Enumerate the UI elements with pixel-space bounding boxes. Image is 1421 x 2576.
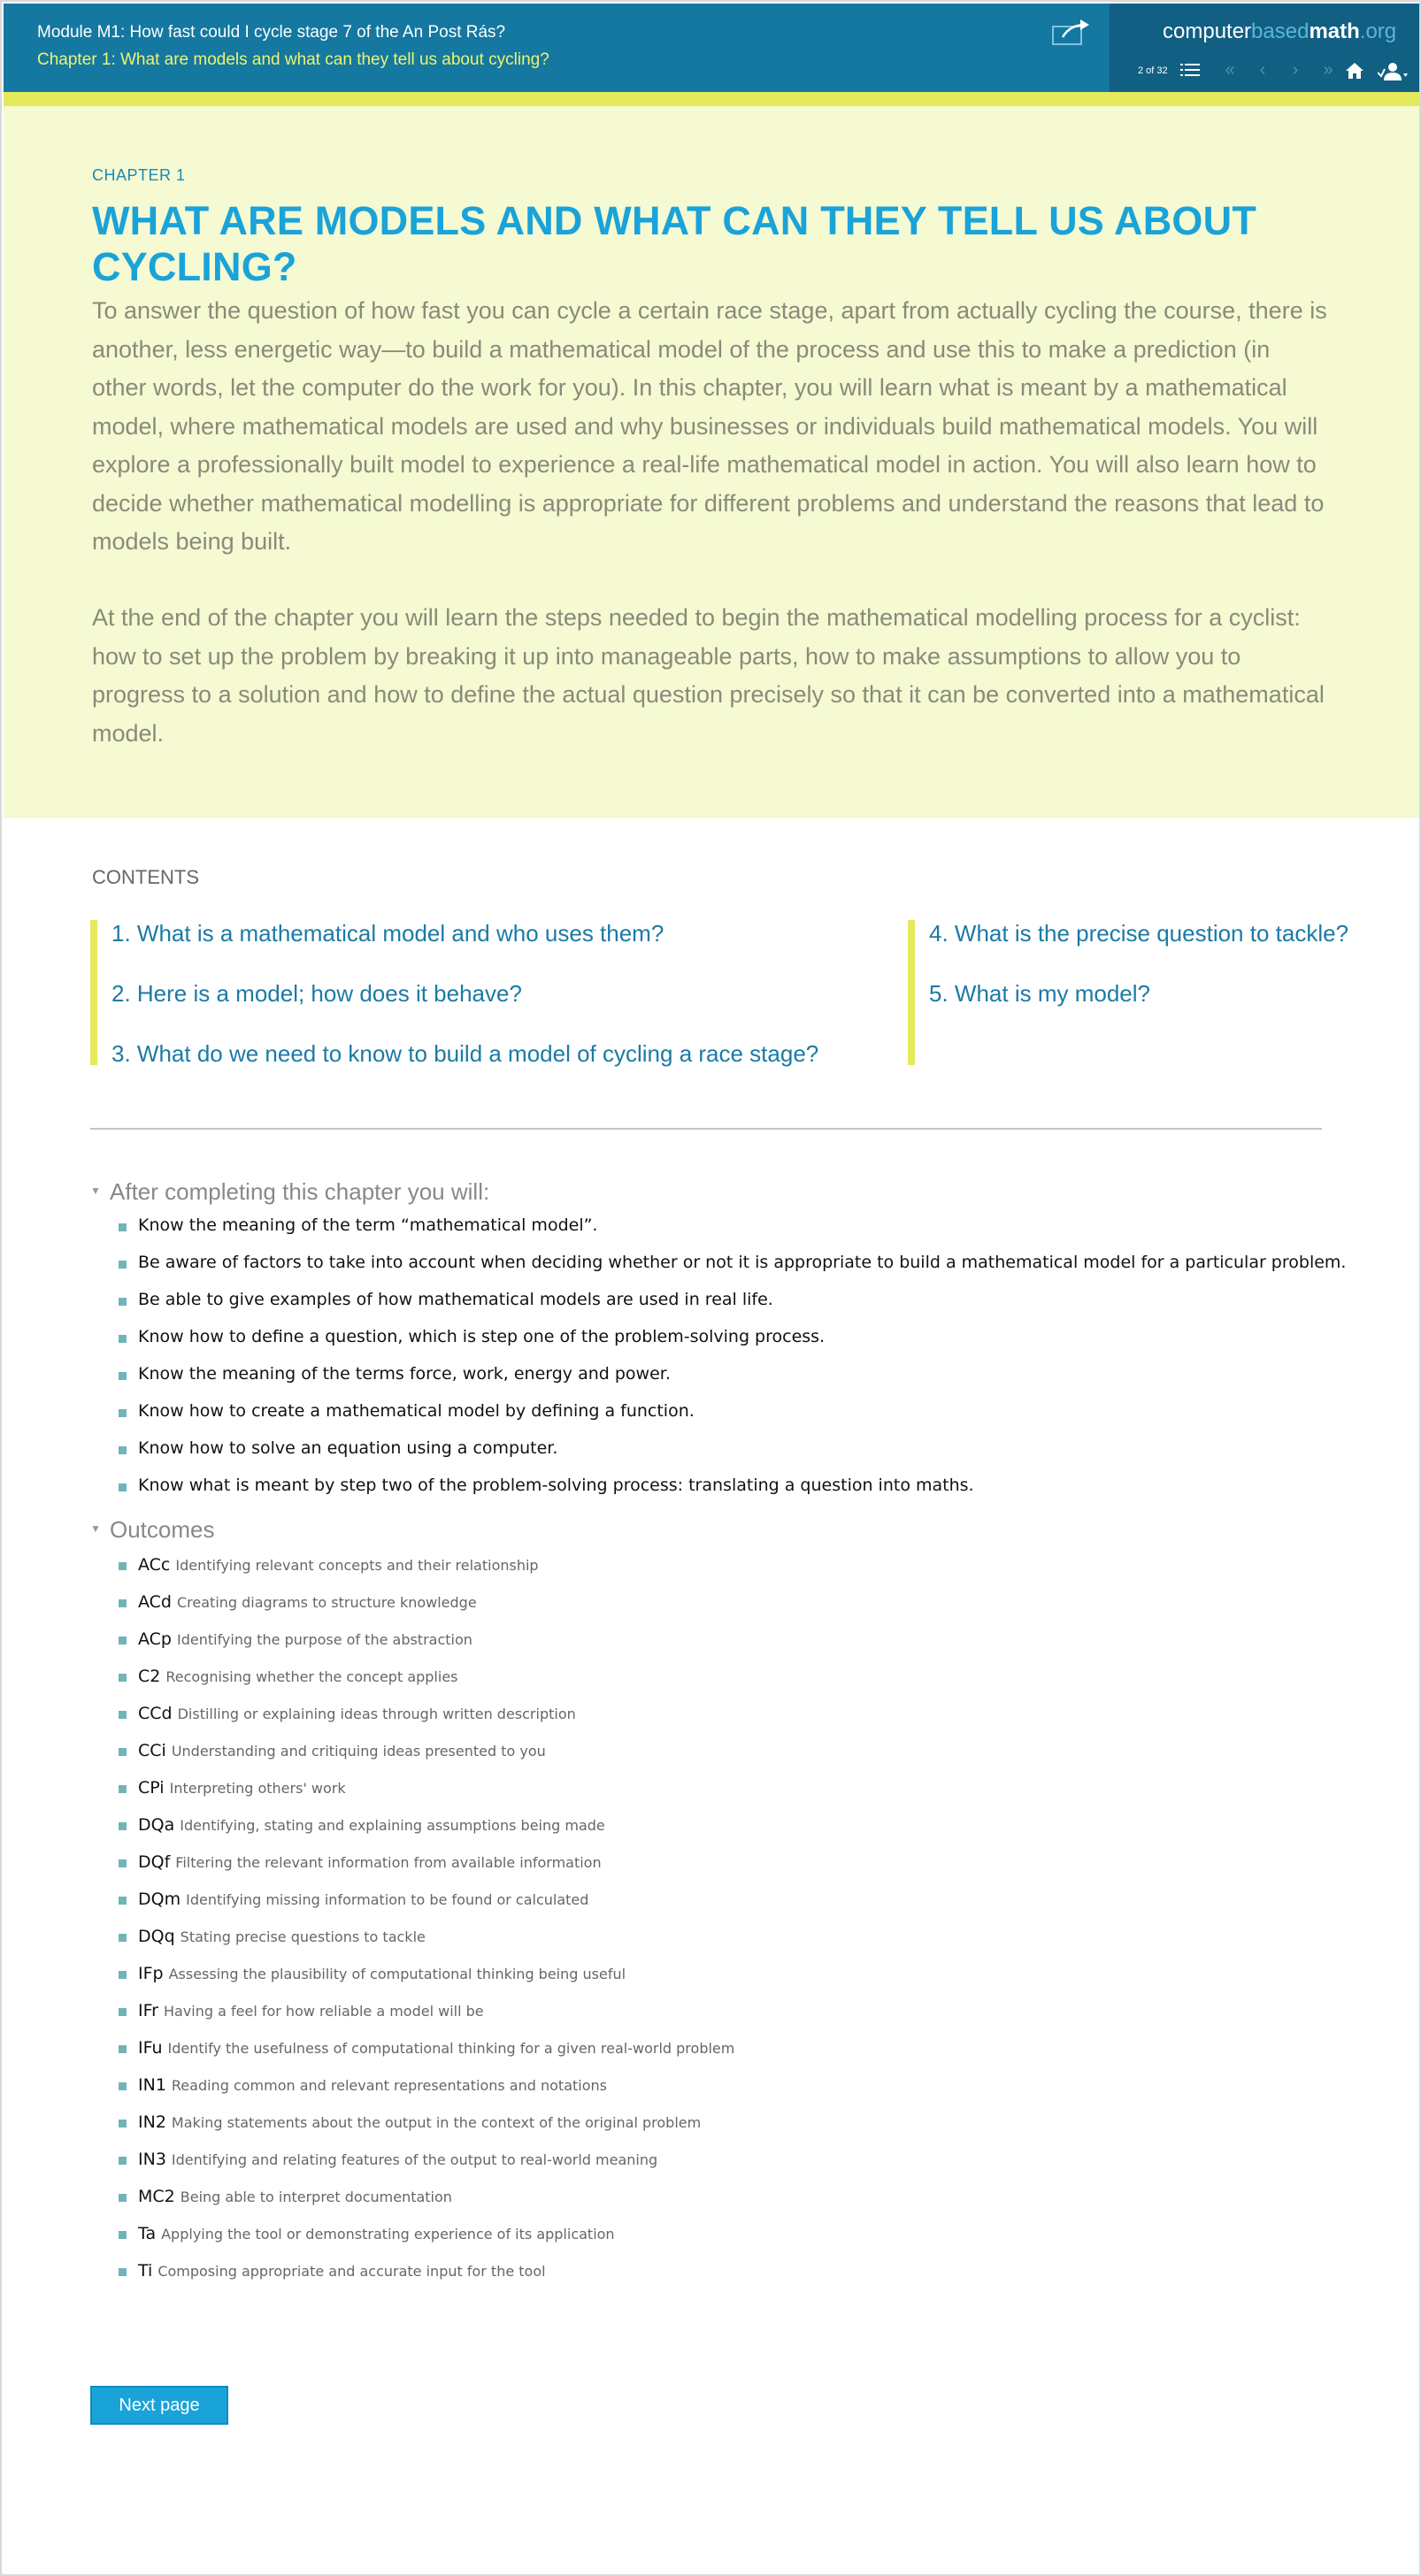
outcome-code: ACp [138, 1629, 172, 1649]
contents-column-left [90, 920, 904, 1065]
last-page-icon[interactable]: » [1323, 60, 1333, 80]
collapse-triangle-icon: ▼ [90, 1522, 101, 1536]
list-item: Know what is meant by step two of the problem-solving process: translating a question into maths. [119, 1476, 1346, 1513]
outcome-code: C2 [138, 1667, 161, 1686]
list-item: Be aware of factors to take into account when deciding whether or not it is appropriate to build a mathematical model for a particular problem. [119, 1253, 1346, 1290]
list-item [119, 2150, 734, 2187]
learn-section-toggle[interactable] [90, 1178, 489, 1206]
brand-word-math: math [1309, 19, 1360, 43]
list-item: Know how to solve an equation using a computer. [119, 1438, 1346, 1476]
list-item [119, 1890, 734, 1927]
first-page-icon[interactable]: « [1225, 60, 1235, 80]
outcome-code: ACc [138, 1555, 171, 1575]
list-item [119, 2261, 734, 2298]
outcome-text: Identifying the purpose of the abstraction [177, 1631, 472, 1648]
outcome-text: Composing appropriate and accurate input for the tool [157, 2263, 546, 2280]
section-divider [90, 1128, 1322, 1130]
list-item: Know how to create a mathematical model by defining a function. [119, 1401, 1346, 1438]
outcome-code: CCi [138, 1741, 166, 1760]
next-page-icon[interactable]: › [1292, 60, 1299, 80]
outcome-text: Making statements about the output in the context of the original problem [171, 2114, 702, 2131]
outcome-text: Identifying and relating features of the output to real-world meaning [171, 2151, 658, 2168]
chapter-title: Chapter 1: What are models and what can they tell us about cycling? [37, 50, 549, 69]
contents-link-5[interactable]: 5. What is my model? [929, 980, 1150, 1007]
collapse-triangle-icon: ▼ [90, 1184, 101, 1198]
list-item [119, 1852, 734, 1890]
brand-word-computer: computer [1163, 19, 1252, 43]
outcome-code: DQq [138, 1927, 175, 1946]
list-item [119, 1555, 734, 1592]
list-item: Know how to define a question, which is step one of the problem-solving process. [119, 1327, 1346, 1364]
list-item [119, 1592, 734, 1629]
outcome-code: IN3 [138, 2150, 166, 2169]
outcome-text: Identifying, stating and explaining assumptions being made [180, 1817, 605, 1834]
outcome-code: MC2 [138, 2187, 175, 2206]
list-item: Know the meaning of the terms force, work, energy and power. [119, 1364, 1346, 1401]
outcome-text: Applying the tool or demonstrating experience of its application [161, 2226, 615, 2242]
outcome-text: Being able to interpret documentation [180, 2189, 452, 2205]
outcome-text: Reading common and relevant representations and notations [171, 2077, 607, 2094]
outcome-code: DQm [138, 1890, 181, 1909]
list-item [119, 2224, 734, 2261]
list-item [119, 1964, 734, 2001]
top-bar [4, 4, 1419, 92]
outcome-code: IFu [138, 2038, 163, 2058]
outcome-code: CPi [138, 1778, 165, 1798]
outcome-text: Assessing the plausibility of computational thinking being useful [168, 1966, 626, 1982]
contents-link-3[interactable]: 3. What do we need to know to build a model of cycling a race stage? [111, 1040, 819, 1067]
contents-link-2[interactable]: 2. Here is a model; how does it behave? [111, 980, 522, 1007]
chapter-label: CHAPTER 1 [92, 166, 186, 184]
outcome-code: IFr [138, 2001, 158, 2020]
intro-paragraph-2: At the end of the chapter you will learn the steps needed to begin the mathematical modelling process for a cyclist: how to set up the problem by breaking it up into manageable parts, how to make assumptions to allow you to progress to a solution and how to define the actual question precisely so that it can be converted into a mathematical model. [92, 604, 1325, 747]
list-item [119, 2038, 734, 2075]
outcome-code: DQf [138, 1852, 171, 1872]
chapter-intro [4, 106, 1419, 818]
page-navigation [1220, 60, 1338, 80]
outcome-code: DQa [138, 1815, 175, 1835]
share-icon[interactable] [1050, 18, 1095, 48]
outcome-code: ACd [138, 1592, 172, 1612]
outcome-code: IFp [138, 1964, 164, 1983]
list-item [119, 2187, 734, 2224]
outcomes-list [119, 1555, 734, 2298]
list-item [119, 1815, 734, 1852]
list-item [119, 1927, 734, 1964]
outcome-text: Understanding and critiquing ideas presented to you [171, 1743, 546, 1760]
module-title: Module M1: How fast could I cycle stage 7 of the An Post Rás? [37, 23, 506, 42]
outcome-code: CCd [138, 1704, 173, 1723]
outcome-text: Filtering the relevant information from available information [175, 1854, 602, 1871]
brand-logo[interactable] [1163, 19, 1396, 44]
list-item: Know the meaning of the term “mathematical model”. [119, 1215, 1346, 1253]
outcome-text: Having a feel for how reliable a model will be [163, 2003, 484, 2020]
previous-page-icon[interactable]: ‹ [1259, 60, 1266, 80]
list-item [119, 1741, 734, 1778]
home-icon[interactable] [1345, 62, 1364, 80]
contents-link-4[interactable]: 4. What is the precise question to tackle? [929, 920, 1349, 947]
learn-heading: After completing this chapter you will: [110, 1178, 490, 1205]
outcome-text: Creating diagrams to structure knowledge [177, 1594, 477, 1611]
list-item [119, 2112, 734, 2150]
outcome-code: IN1 [138, 2075, 166, 2095]
list-item [119, 2075, 734, 2112]
page-count: 2 of 32 [1138, 65, 1168, 76]
outcome-text: Distilling or explaining ideas through written description [177, 1706, 576, 1722]
list-icon[interactable] [1180, 63, 1200, 77]
contents-column-right [908, 920, 1403, 1065]
outcome-text: Stating precise questions to tackle [180, 1928, 426, 1945]
outcome-text: Recognising whether the concept applies [165, 1668, 458, 1685]
outcome-code: IN2 [138, 2112, 166, 2132]
outcome-code: Ti [138, 2261, 153, 2281]
intro-paragraph-1: To answer the question of how fast you can cycle a certain race stage, apart from actually cycling the course, there is another, less energetic way—to build a mathematical model of the process and use this to make a prediction (in other words, let the computer do the work for you). In this chapter, you will learn what is meant by a mathematical model, where mathematical models are used and why businesses or individuals build mathematical models. You will explore a professionally built model to experience a real-life mathematical model in action. You will also learn how to decide whether mathematical modelling is appropriate for different problems and understand the reasons that lead to models being built. [92, 297, 1327, 555]
outcome-text: Identifying missing information to be found or calculated [186, 1891, 589, 1908]
outcome-text: Interpreting others' work [169, 1780, 346, 1797]
list-item: Be able to give examples of how mathematical models are used in real life. [119, 1290, 1346, 1327]
outcome-code: Ta [138, 2224, 157, 2243]
chapter-heading: WHAT ARE MODELS AND WHAT CAN THEY TELL US ABOUT CYCLING? [92, 198, 1257, 289]
list-item [119, 1778, 734, 1815]
learn-list [119, 1215, 1346, 1513]
outcome-text: Identify the usefulness of computational thinking for a given real-world problem [167, 2040, 735, 2057]
brand-word-based: based [1251, 19, 1310, 43]
user-icon[interactable] [1378, 62, 1408, 81]
contents-label: CONTENTS [92, 866, 199, 888]
brand-area [1110, 4, 1419, 92]
next-page-button[interactable]: Next page [90, 2386, 228, 2425]
outcome-text: Identifying relevant concepts and their relationship [175, 1557, 539, 1574]
contents-link-1[interactable]: 1. What is a mathematical model and who uses them? [111, 920, 664, 947]
outcomes-heading: Outcomes [110, 1516, 215, 1543]
list-item [119, 1704, 734, 1741]
outcomes-section-toggle[interactable] [90, 1516, 215, 1544]
list-item [119, 1629, 734, 1667]
list-item [119, 1667, 734, 1704]
accent-strip [4, 92, 1419, 106]
brand-word-org: .org [1359, 19, 1397, 43]
list-item [119, 2001, 734, 2038]
